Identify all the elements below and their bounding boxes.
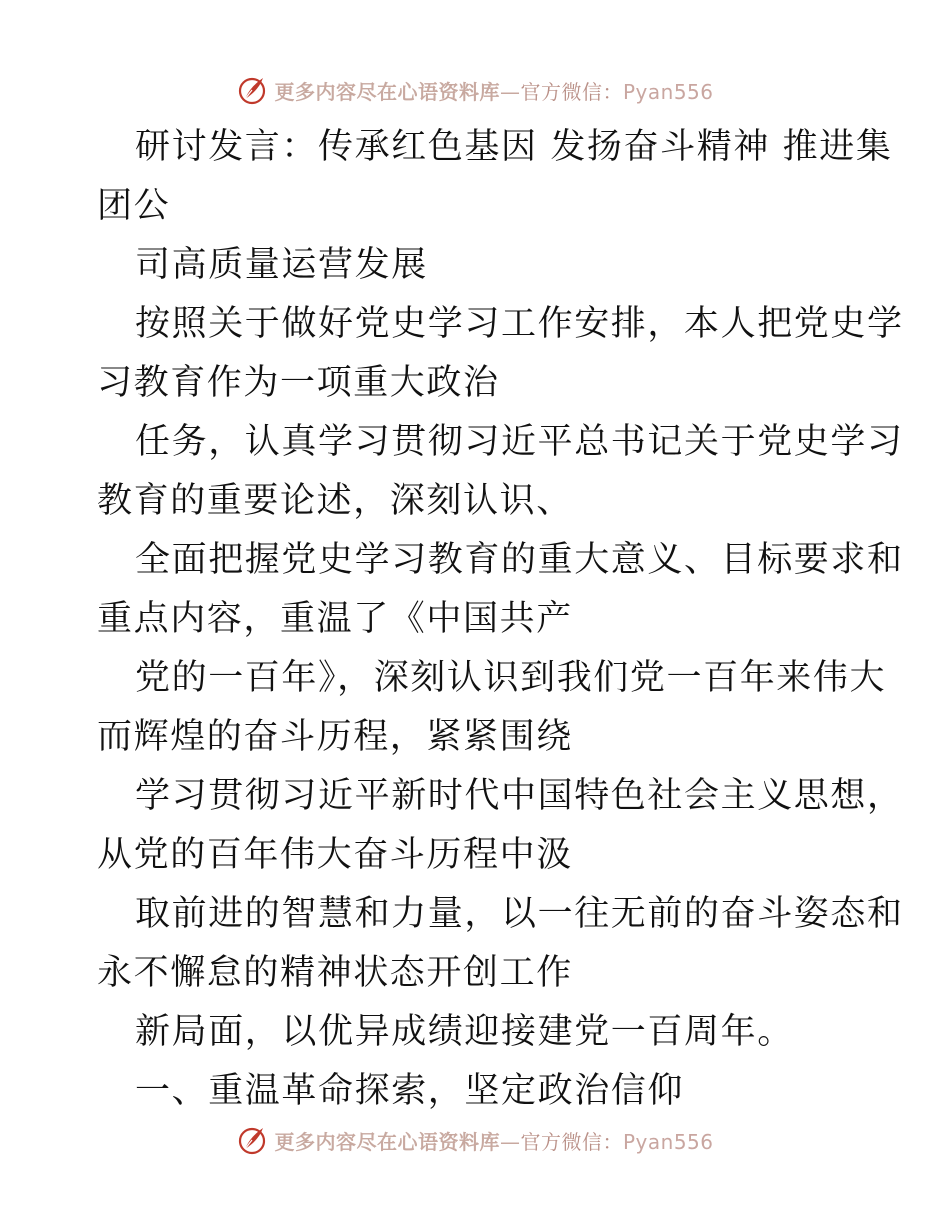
watermark-inner <box>236 1124 713 1156</box>
watermark-dash: — <box>499 79 521 104</box>
watermark-inner <box>236 74 713 106</box>
watermark-banner-top <box>0 70 950 110</box>
watermark-wechat-label: 官方微信： <box>520 79 623 104</box>
quill-logo-icon <box>236 1124 268 1156</box>
body-line: 重点内容，重温了《中国共产 <box>97 599 573 639</box>
watermark-brand: 更多内容尽在心语资料库 <box>274 79 500 104</box>
body-line: 新局面，以优异成绩迎接建党一百周年。 <box>135 1012 794 1052</box>
title-line-3: 司高质量运营发展 <box>135 245 428 285</box>
title-line-1: 研讨发言：传承红色基因 发扬奋斗精神 推进集 <box>135 127 893 167</box>
body-line: 从党的百年伟大奋斗历程中汲 <box>97 835 573 875</box>
watermark-banner-bottom <box>0 1120 950 1160</box>
body-line: 教育的重要论述，深刻认识、 <box>97 481 573 521</box>
body-line: 学习贯彻习近平新时代中国特色社会主义思想， <box>135 776 904 816</box>
watermark-text <box>274 76 713 105</box>
document-body <box>97 118 904 1121</box>
body-line: 而辉煌的奋斗历程，紧紧围绕 <box>97 717 573 757</box>
body-line: 按照关于做好党史学习工作安排，本人把党史学 <box>135 304 904 344</box>
watermark-wechat-id: Pyan556 <box>622 79 714 104</box>
title-line-2: 团公 <box>97 186 171 226</box>
quill-logo-icon <box>236 74 268 106</box>
body-line: 任务，认真学习贯彻习近平总书记关于党史学习 <box>135 422 904 462</box>
body-line: 习教育作为一项重大政治 <box>97 363 500 403</box>
watermark-wechat-label: 官方微信： <box>520 1129 623 1154</box>
watermark-dash: — <box>499 1129 521 1154</box>
section-heading: 一、重温革命探索，坚定政治信仰 <box>135 1071 685 1111</box>
body-line: 全面把握党史学习教育的重大意义、目标要求和 <box>135 540 904 580</box>
watermark-text <box>274 1126 713 1155</box>
watermark-wechat-id: Pyan556 <box>622 1129 714 1154</box>
body-line: 取前进的智慧和力量，以一往无前的奋斗姿态和 <box>135 894 904 934</box>
body-line: 永不懈怠的精神状态开创工作 <box>97 953 573 993</box>
body-line: 党的一百年》，深刻认识到我们党一百年来伟大 <box>135 658 887 698</box>
watermark-brand: 更多内容尽在心语资料库 <box>274 1129 500 1154</box>
